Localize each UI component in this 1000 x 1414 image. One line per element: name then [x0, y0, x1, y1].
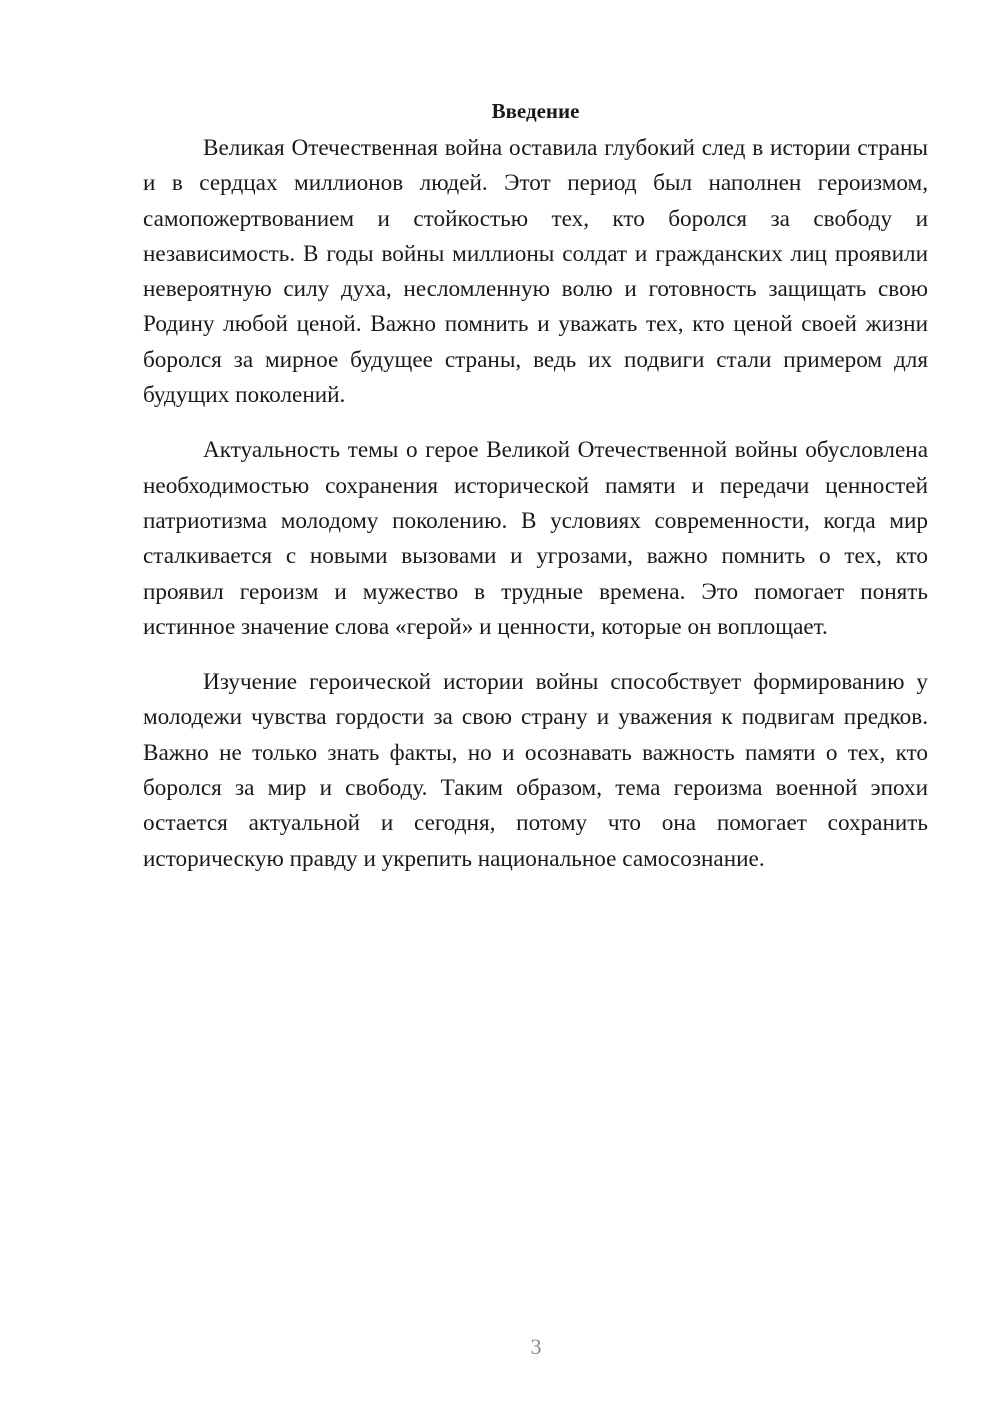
paragraph-study: Изучение героической истории войны способствует формированию у молодежи чувства гордости за свою страну и уважения к подвигам предков. Важно не только знать факты, но и осознавать важность памяти о тех, кто боролся за мир и свободу. Таким образом, тема героизма военной эпохи остается актуальной и сегодня, потому что она помогает сохранить историческую правду и укрепить национальное самосознание.	[143, 669, 928, 872]
paragraph-intro: Великая Отечественная война оставила глубокий след в истории страны и в сердцах миллионов людей. Этот период был наполнен героизмом, самопожертвованием и стойкостью тех, кто боролся за свободу и независимость. В годы войны миллионы солдат и гражданских лиц проявили невероятную силу духа, несломленную волю и готовность защищать свою Родину любой ценой. Важно помнить и уважать тех, кто ценой своей жизни боролся за мирное будущее страны, ведь их подвиги стали примером для будущих поколений.	[143, 135, 928, 409]
page-number: 3	[530, 1334, 542, 1359]
page-content	[143, 94, 928, 877]
paragraph-relevance: Актуальность темы о герое Великой Отечественной войны обусловлена необходимостью сохранения исторической памяти и передачи ценностей патриотизма молодому поколению. В условиях современности, когда мир сталкивается с новыми вызовами и угрозами, важно помнить о тех, кто проявил героизм и мужество в трудные времена. Это помогает понять истинное значение слова «герой» и ценности, которые он воплощает.	[143, 437, 928, 640]
section-heading: Введение	[491, 99, 580, 123]
